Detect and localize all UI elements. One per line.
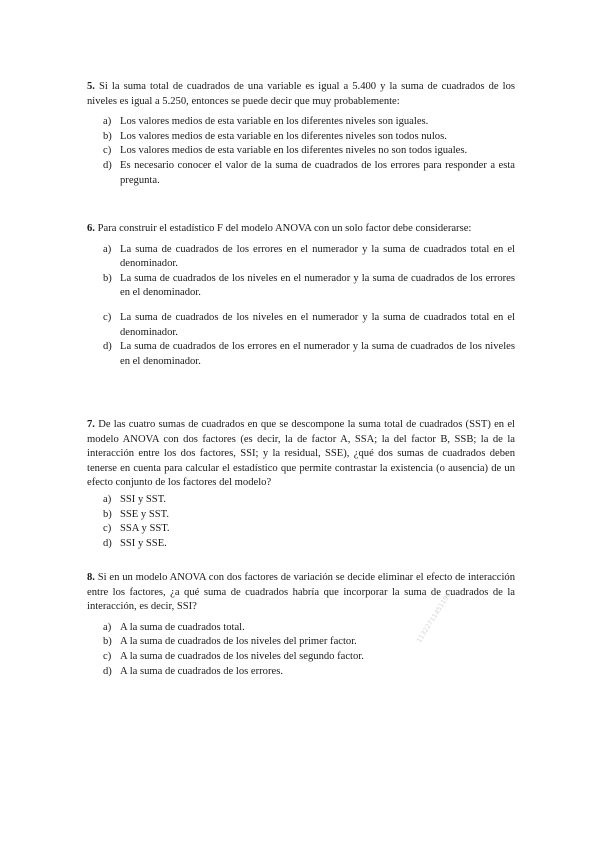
question-7 <box>87 418 515 551</box>
question-number: 5. <box>87 81 95 92</box>
option-d: d) Es necesario conocer el valor de la suma de cuadrados de los errores para responder a esta pregunta. <box>103 159 515 186</box>
question-number: 7. <box>87 419 95 430</box>
question-stem: 6. Para construir el estadístico F del modelo ANOVA con un solo factor debe considerarse: <box>87 223 472 234</box>
watermark: 11322711451196 <box>415 590 453 645</box>
option-list <box>87 621 515 679</box>
option-b: b) A la suma de cuadrados de los niveles del primer factor. <box>103 636 357 648</box>
option-a: a) La suma de cuadrados de los errores en el numerador y la suma de cuadrados total en el denominador. <box>103 243 515 270</box>
question-8 <box>87 571 515 679</box>
option-list <box>87 493 515 551</box>
option-d: d) SSI y SSE. <box>103 537 167 549</box>
option-a: a) SSI y SST. <box>103 493 167 505</box>
option-c: c) A la suma de cuadrados de los niveles del segundo factor. <box>103 650 364 662</box>
option-list <box>87 115 515 188</box>
option-b: b) La suma de cuadrados de los niveles en el numerador y la suma de cuadrados de los errores en el denominador. <box>103 272 515 299</box>
option-b: b) SSE y SST. <box>103 508 169 520</box>
option-c: c) SSA y SST. <box>103 523 170 535</box>
question-5 <box>87 80 515 188</box>
question-stem: 7. De las cuatro sumas de cuadrados en que se descompone la suma total de cuadrados (SST) en el modelo ANOVA con dos factores (es decir, la de factor A, SSA; la del factor B, SSB; la de la interacción entre los dos factores, SSI; y la residual, SSE), ¿qué dos sumas de cuadrados deben tenerse en cuenta para calcular el estadístico que permite contrastar la existencia (o ausencia) de un efecto conjunto de los factores del modelo? <box>87 419 515 489</box>
question-number: 8. <box>87 572 95 583</box>
option-d: d) La suma de cuadrados de los errores en el numerador y la suma de cuadrados de los niveles en el denominador. <box>103 341 515 367</box>
question-number: 6. <box>87 223 95 234</box>
question-6 <box>87 222 515 369</box>
question-stem: 8. Si en un modelo ANOVA con dos factores de variación se decide eliminar el efecto de interacción entre los factores, ¿a qué suma de cuadrados habría que incorporar la suma de cuadrados de la interacción, es decir, SSI? <box>87 572 515 613</box>
option-a: a) A la suma de cuadrados total. <box>103 621 245 633</box>
option-c: c) La suma de cuadrados de los niveles en el numerador y la suma de cuadrados total en el denominador. <box>103 311 515 338</box>
option-c: c) Los valores medios de esta variable en los diferentes niveles no son todos iguales. <box>103 145 468 157</box>
question-stem: 5. Si la suma total de cuadrados de una variable es igual a 5.400 y la suma de cuadrados de los niveles es igual a 5.250, entonces se puede decir que muy probablemente: <box>87 81 515 107</box>
option-b: b) Los valores medios de esta variable en los diferentes niveles son todos nulos. <box>103 130 447 142</box>
option-a: a) Los valores medios de esta variable en los diferentes niveles son iguales. <box>103 116 429 128</box>
option-list <box>87 243 515 370</box>
option-d: d) A la suma de cuadrados de los errores. <box>103 665 283 677</box>
